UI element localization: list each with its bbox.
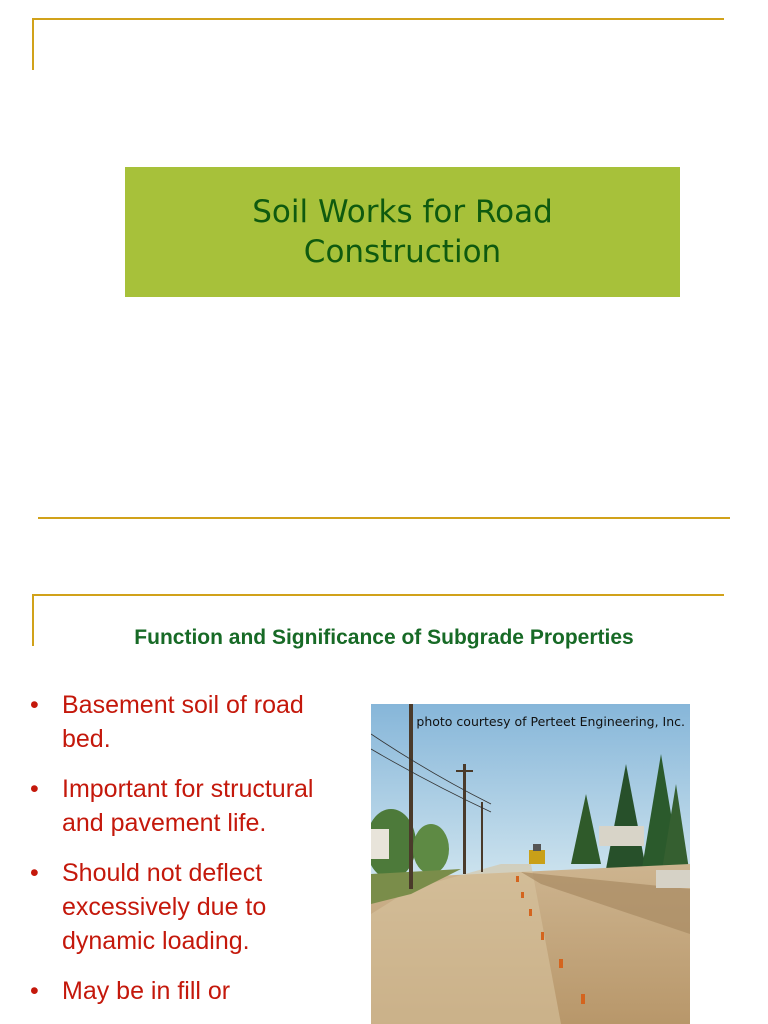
bullet-dot: • xyxy=(30,977,39,1005)
bullet-item xyxy=(30,974,350,1008)
bullet-item xyxy=(30,688,350,756)
bullet-text: Should not deflect excessively due to dynamic loading. xyxy=(62,859,267,955)
bullet-item xyxy=(30,856,350,958)
slide-separator xyxy=(38,517,730,519)
slide2-title: Function and Significance of Subgrade Properties xyxy=(134,626,634,649)
bullet-dot: • xyxy=(30,775,39,803)
slide1-left-rule xyxy=(32,18,34,70)
bullet-text: Basement soil of road bed. xyxy=(62,691,304,753)
slide1-title: Soil Works for Road Construction xyxy=(252,194,553,270)
bullet-text: May be in fill or xyxy=(62,977,231,1005)
bullet-list xyxy=(30,688,350,1024)
bullet-dot: • xyxy=(30,691,39,719)
road-scene-illustration xyxy=(371,704,690,1024)
slide1-top-rule xyxy=(32,18,724,20)
slide2-top-rule xyxy=(32,594,724,596)
slide1-title-box xyxy=(125,167,680,297)
bullet-dot: • xyxy=(30,859,39,887)
road-construction-photo xyxy=(371,704,690,1024)
photo-caption: photo courtesy of Perteet Engineering, Inc. xyxy=(416,714,685,729)
bullet-item xyxy=(30,772,350,840)
bullet-text: Important for structural and pavement life. xyxy=(62,775,314,837)
